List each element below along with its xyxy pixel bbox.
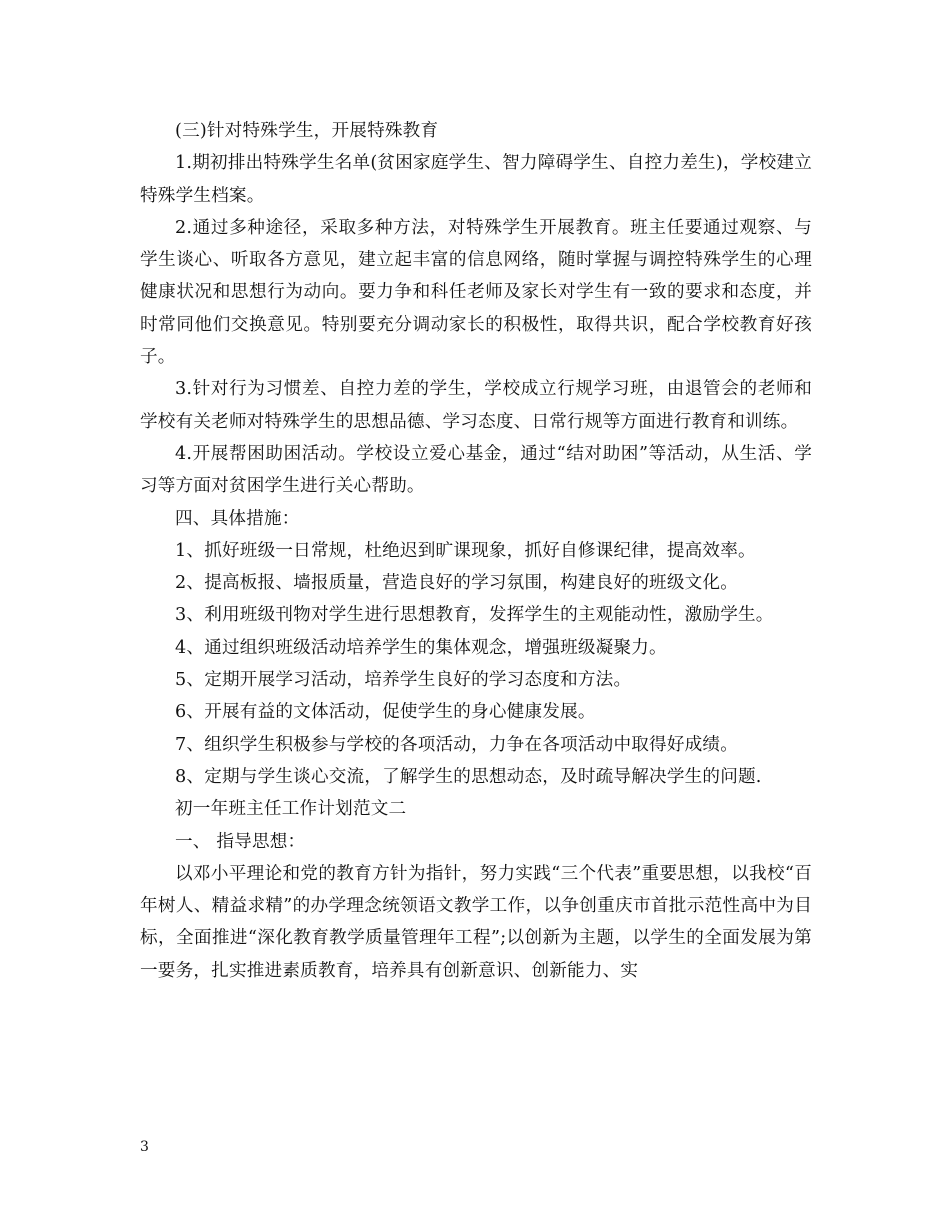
measure-item-6: 6、开展有益的文体活动，促使学生的身心健康发展。 <box>175 702 596 723</box>
section-heading-guiding-ideology: 一、 指导思想： <box>175 831 306 852</box>
paragraph-guiding-ideology: 以邓小平理论和党的教育方针为指针，努力实践“三个代表”重要思想，以我校“百年树人、精益求精”的办学理念统领语文教学工作，以争创重庆市首批示范性高中为目标，全面推进“深化教育教学质量管理年工程”;以创新为主题，以学生的全面发展为第一要务，扎实推进素质教育，培养具有创新意识、创新能力、实 <box>140 863 812 981</box>
paragraph-item-2: 2.通过多种途径，采取多种方法，对特殊学生开展教育。班主任要通过观察、与学生谈心、听取各方意见，建立起丰富的信息网络，随时掌握与调控特殊学生的心理健康状况和思想行为动向。要力争和科任老师及家长对学生有一致的要求和态度，并时常同他们交换意见。特别要充分调动家长的积极性，取得共识，配合学校教育好孩子。 <box>140 217 812 368</box>
paragraph-item-3: 3.针对行为习惯差、自控力差的学生，学校成立行规学习班，由退管会的老师和学校有关老师对特殊学生的思想品德、学习态度、日常行规等方面进行教育和训练。 <box>140 379 812 432</box>
measure-item-4: 4、通过组织班级活动培养学生的集体观念，增强班级凝聚力。 <box>175 637 667 658</box>
section-heading-special-students: (三)针对特殊学生，开展特殊教育 <box>175 121 439 141</box>
measure-item-5: 5、定期开展学习活动，培养学生良好的学习态度和方法。 <box>175 670 632 691</box>
section-title-sample-two: 初一年班主任工作计划范文二 <box>175 799 407 820</box>
measure-item-1: 1、抓好班级一日常规，杜绝迟到旷课现象，抓好自修课纪律，提高效率。 <box>175 540 756 561</box>
page-number: 3 <box>140 1139 149 1155</box>
measure-item-3: 3、利用班级刊物对学生进行思想教育，发挥学生的主观能动性，激励学生。 <box>175 605 774 626</box>
measure-item-8: 8、定期与学生谈心交流，了解学生的思想动态，及时疏导解决学生的问题. <box>175 766 762 787</box>
measure-item-2: 2、提高板报、墙报质量，营造良好的学习氛围，构建良好的班级文化。 <box>175 573 739 594</box>
paragraph-item-4: 4.开展帮困助困活动。学校设立爱心基金，通过“结对助困”等活动，从生活、学习等方面对贫困学生进行关心帮助。 <box>140 443 812 497</box>
section-heading-measures: 四、具体措施： <box>175 508 300 529</box>
measure-item-7: 7、组织学生积极参与学校的各项活动，力争在各项活动中取得好成绩。 <box>175 734 739 755</box>
paragraph-item-1: 1.期初排出特殊学生名单(贫困家庭学生、智力障碍学生、自控力差生)，学校建立特殊学生档案。 <box>140 153 812 206</box>
document-body <box>140 115 812 987</box>
